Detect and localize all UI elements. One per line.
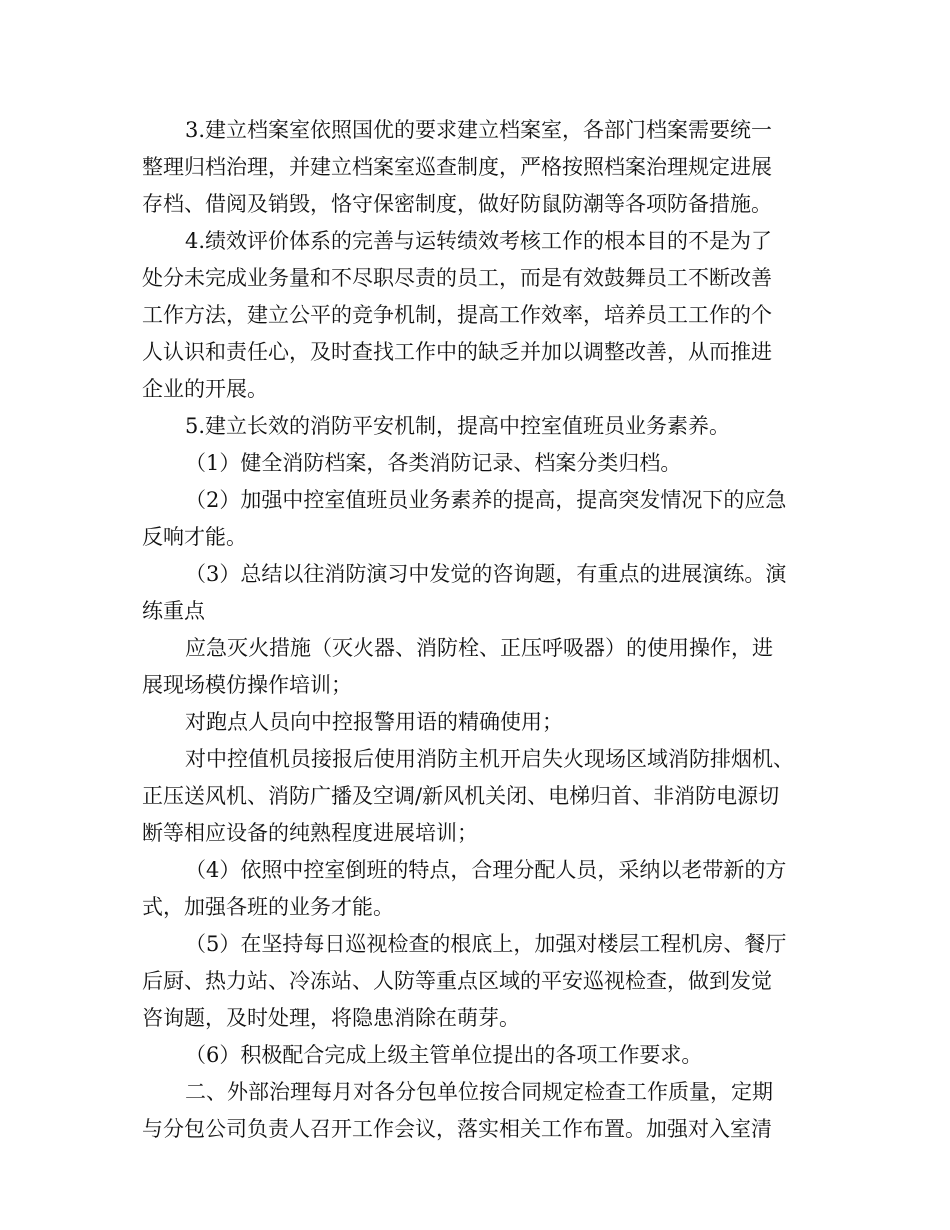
- text-line: 正压送风机、消防广播及空调/新风机关闭、电梯归首、非消防电源切: [142, 784, 780, 808]
- text-line: 3.建立档案室依照国优的要求建立档案室，各部门档案需要统一: [185, 118, 773, 142]
- text-line: 处分未完成业务量和不尽职尽责的员工，而是有效鼓舞员工不断改善: [142, 266, 772, 290]
- text-line: 对中控值机员接报后使用消防主机开启失火现场区域消防排烟机、: [185, 747, 794, 771]
- text-line: 整理归档治理，并建立档案室巡查制度，严格按照档案治理规定进展: [142, 155, 772, 179]
- text-line: 企业的开展。: [142, 377, 268, 401]
- text-line: 反响才能。: [142, 525, 247, 549]
- text-line: 断等相应设备的纯熟程度进展培训；: [142, 821, 478, 845]
- text-line: 5.建立长效的消防平安机制，提高中控室值班员业务素养。: [185, 414, 731, 438]
- text-line: 存档、借阅及销毁，恪守保密制度，做好防鼠防潮等各项防备措施。: [142, 192, 772, 216]
- text-line: （1）健全消防档案，各类消防记录、档案分类归档。: [185, 451, 682, 475]
- text-line: 4.绩效评价体系的完善与运转绩效考核工作的根本目的不是为了: [185, 229, 773, 253]
- text-line: （4）依照中控室倒班的特点，合理分配人员，采纳以老带新的方: [185, 858, 787, 882]
- text-line: （5）在坚持每日巡视检查的根底上，加强对楼层工程机房、餐厅: [185, 932, 787, 956]
- text-line: 后厨、热力站、冷冻站、人防等重点区域的平安巡视检查，做到发觉: [142, 969, 772, 993]
- text-line: 与分包公司负责人召开工作会议，落实相关工作布置。加强对入室清: [142, 1117, 772, 1141]
- text-line: 练重点: [142, 599, 205, 623]
- text-line: 咨询题，及时处理，将隐患消除在萌芽。: [142, 1006, 520, 1030]
- text-line: 二、外部治理每月对各分包单位按合同规定检查工作质量，定期: [185, 1080, 773, 1104]
- text-line: （6）积极配合完成上级主管单位提出的各项工作要求。: [185, 1043, 703, 1067]
- text-line: 人认识和责任心，及时查找工作中的缺乏并加以调整改善，从而推进: [142, 340, 772, 364]
- text-line: 式，加强各班的业务才能。: [142, 895, 394, 919]
- text-line: 展现场模仿操作培训；: [142, 673, 352, 697]
- text-line: 对跑点人员向中控报警用语的精确使用；: [185, 710, 563, 734]
- text-line: （2）加强中控室值班员业务素养的提高，提高突发情况下的应急: [185, 488, 787, 512]
- text-line: 应急灭火措施（灭火器、消防栓、正压呼吸器）的使用操作，进: [185, 636, 773, 660]
- text-line: 工作方法，建立公平的竞争机制，提高工作效率，培养员工工作的个: [142, 303, 772, 327]
- text-line: （3）总结以往消防演习中发觉的咨询题，有重点的进展演练。演: [185, 562, 787, 586]
